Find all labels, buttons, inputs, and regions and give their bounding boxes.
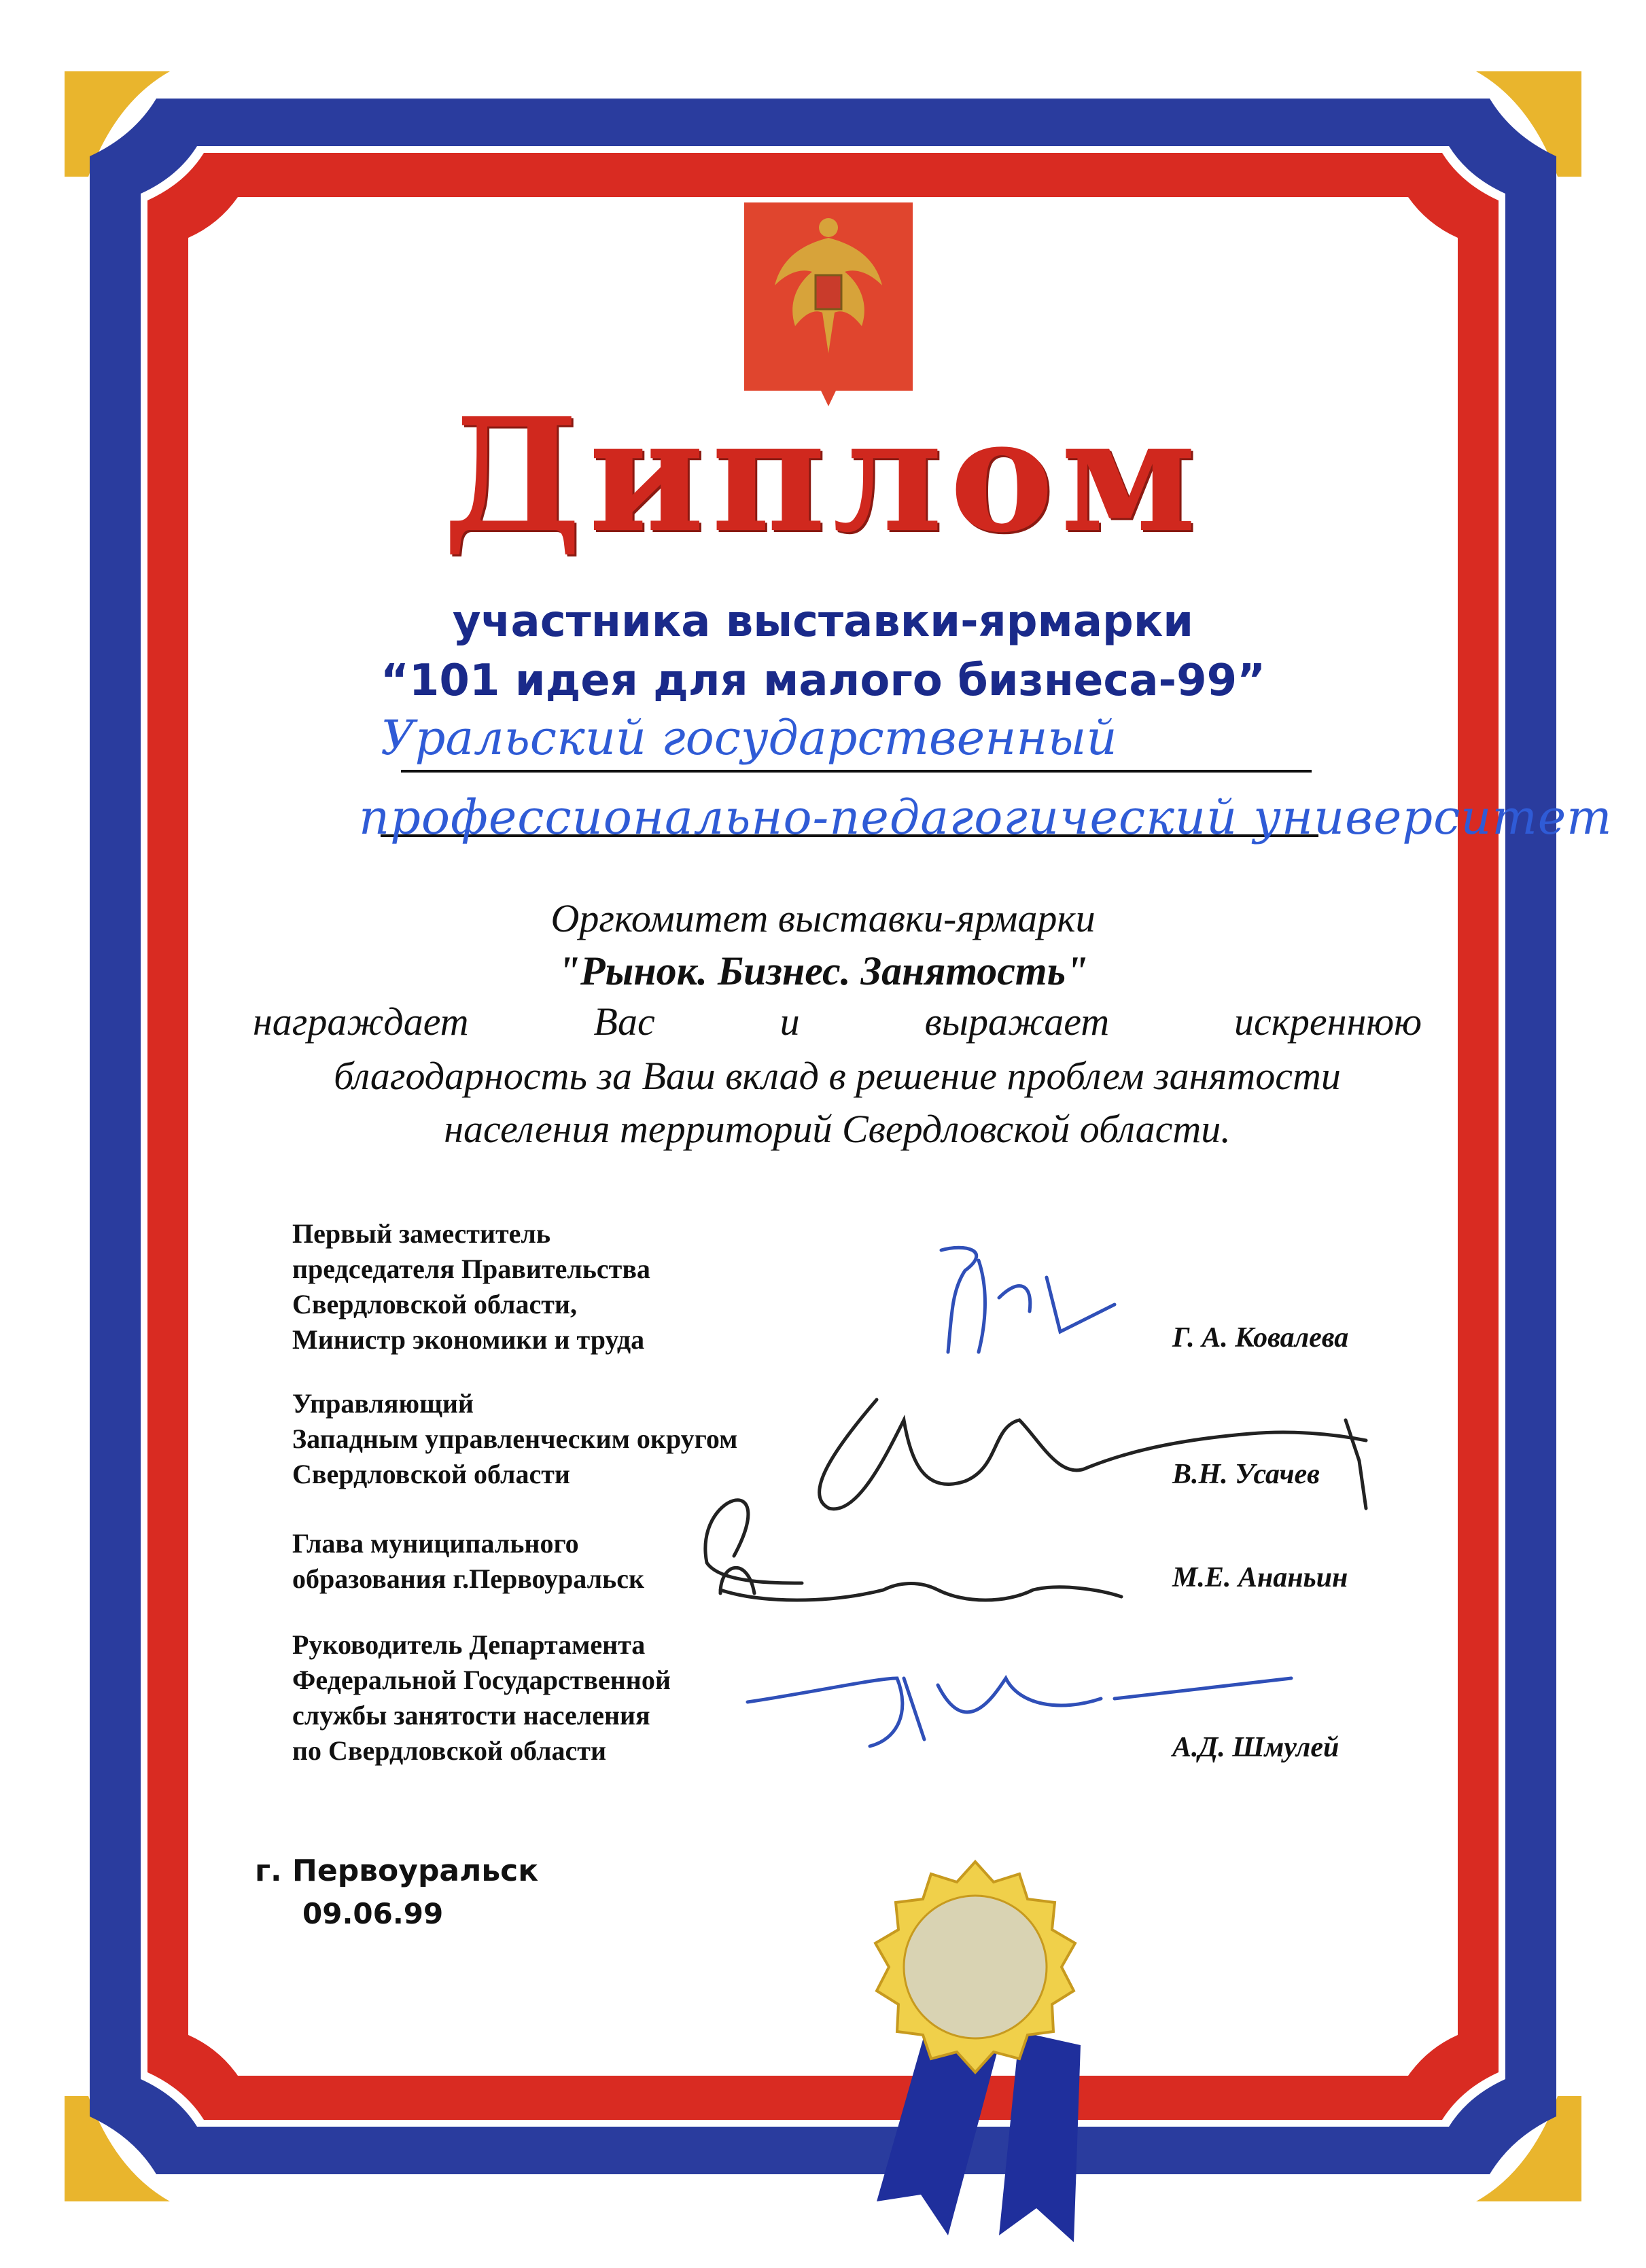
diploma-subtitle-2: “101 идея для малого бизнеса-99”: [380, 656, 1266, 706]
signatory-title-kovaleva: Первый заместитель председателя Правительства Свердловской области, Министр экономики и труда: [292, 1218, 650, 1355]
recipient-underline-1: [401, 770, 1312, 773]
award-text-line-3: населения территорий Свердловской области.: [444, 1107, 1231, 1151]
issue-date: 09.06.99: [302, 1897, 444, 1930]
coat-of-arms-emblem: [744, 202, 913, 406]
signature-kovaleva: [941, 1247, 1115, 1352]
award-text-line-2: благодарность за Ваш вклад в решение проблем занятости: [334, 1054, 1341, 1098]
diploma-title: Диплом: [442, 384, 1204, 567]
signatory-name-shmuley: А.Д. Шмулей: [1172, 1732, 1339, 1763]
diploma-subtitle-1: участника выставки-ярмарки: [452, 597, 1194, 647]
issue-city: г. Первоуральск: [255, 1854, 539, 1888]
signatory-title-shmuley: Руководитель Департамента Федеральной Государственной службы занятости населения по Свердловской области: [292, 1629, 671, 1766]
organizer-line-1: Оргкомитет выставки-ярмарки: [550, 896, 1096, 940]
signature-usachev: [820, 1400, 1366, 1509]
recipient-line-2: профессионально-педагогический университет: [359, 790, 1613, 845]
signatory-name-kovaleva: Г. А. Ковалева: [1172, 1322, 1349, 1353]
signature-ananin: [705, 1500, 1121, 1600]
recipient-line-1: Уральский государственный: [381, 710, 1117, 766]
signatory-title-ananin: Глава муниципального образования г.Первоуральск: [292, 1528, 644, 1594]
award-text-line-1: награждает Вас и выражает искреннюю: [253, 999, 1422, 1044]
signatory-title-usachev: Управляющий Западным управленческим округом Свердловской области: [292, 1388, 738, 1489]
signatory-name-usachev: В.Н. Усачев: [1172, 1459, 1320, 1490]
signatory-name-ananin: М.Е. Ананьин: [1172, 1562, 1348, 1593]
award-seal-medal: [875, 1862, 1081, 2242]
organizer-line-2: "Рынок. Бизнес. Занятость": [557, 949, 1089, 993]
